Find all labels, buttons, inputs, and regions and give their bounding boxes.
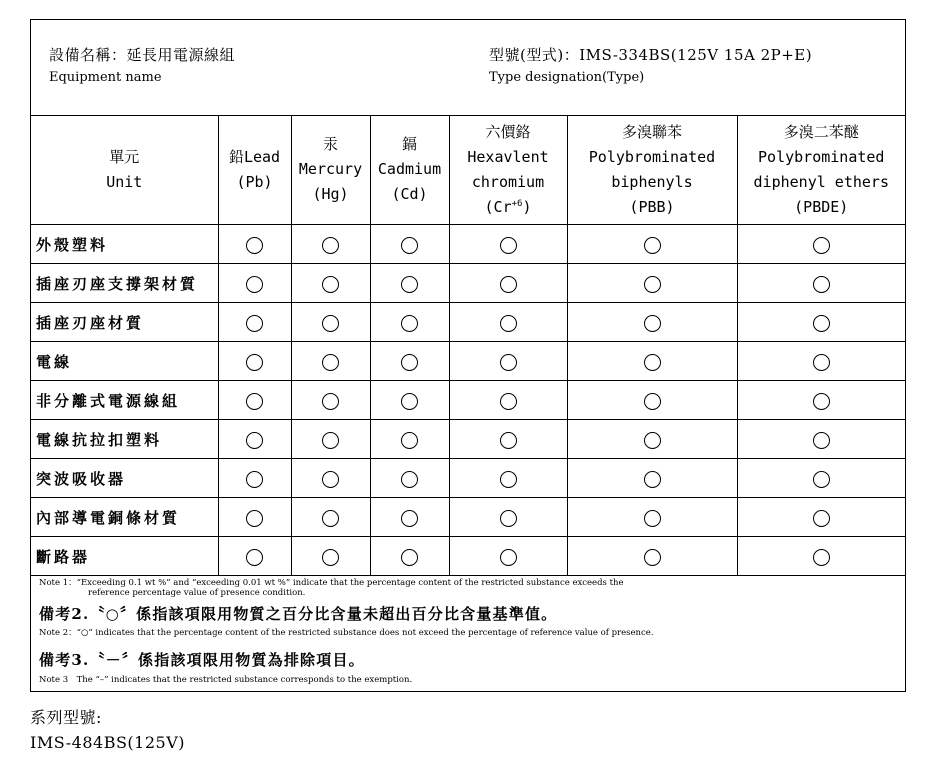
circle-mark-icon	[500, 315, 517, 332]
circle-mark-icon	[246, 237, 263, 254]
substance-mark-cell	[291, 342, 370, 381]
circle-mark-icon	[644, 354, 661, 371]
circle-mark-icon	[246, 510, 263, 527]
substance-mark-cell	[218, 381, 291, 420]
substance-mark-cell	[291, 264, 370, 303]
substance-header-2	[370, 115, 449, 225]
substance-mark-cell	[370, 459, 449, 498]
part-name: 內部導電銅條材質	[31, 498, 218, 537]
substance-header-line: 六價鉻	[485, 122, 531, 141]
substance-header-line: Polybrominated	[758, 147, 885, 166]
table-row	[31, 303, 905, 342]
substance-mark-cell	[567, 420, 737, 459]
remark-3-zh: 備考3.〝－〞係指該項限用物質為排除項目。	[39, 651, 365, 669]
circle-mark-icon	[401, 237, 418, 254]
table-row	[31, 225, 905, 264]
remark-2-zh: 備考2.〝○〞係指該項限用物質之百分比含量未超出百分比含量基準值。	[39, 605, 558, 623]
substance-header-line: chromium	[471, 172, 545, 191]
part-name: 斷路器	[31, 537, 218, 576]
substance-mark-cell	[291, 303, 370, 342]
restricted-substance-table	[31, 115, 905, 576]
circle-mark-icon	[500, 549, 517, 566]
circle-mark-icon	[644, 471, 661, 488]
substance-header-line: 鉛Lead	[228, 147, 281, 166]
circle-mark-icon	[322, 276, 339, 293]
substance-mark-cell	[737, 303, 905, 342]
note-1-line-1: Note 1：“Exceeding 0.1 wt %” and “exceeding 0.01 wt %” indicate that the percentage content of the restricted substance exceeds the	[39, 578, 624, 588]
circle-mark-icon	[246, 276, 263, 293]
table-row	[31, 498, 905, 537]
part-name: 突波吸收器	[31, 459, 218, 498]
unit-header	[31, 115, 218, 225]
substance-mark-cell	[449, 537, 567, 576]
substance-mark-cell	[567, 537, 737, 576]
type-designation-en: Type designation(Type)	[489, 70, 645, 85]
series-model-label: 系列型號:	[30, 708, 102, 727]
circle-mark-icon	[401, 510, 418, 527]
substance-header-line: (PBDE)	[794, 197, 849, 216]
substance-header-line: biphenyls	[611, 172, 693, 191]
circle-mark-icon	[401, 432, 418, 449]
table-row	[31, 342, 905, 381]
type-designation-zh: 型號(型式)：IMS-334BS(125V 15A 2P+E)	[489, 46, 813, 64]
circle-mark-icon	[322, 432, 339, 449]
substance-header-line: (Cd)	[391, 185, 428, 203]
substance-mark-cell	[370, 381, 449, 420]
substance-mark-cell	[291, 381, 370, 420]
part-name: 外殼塑料	[31, 225, 218, 264]
circle-mark-icon	[401, 354, 418, 371]
circle-mark-icon	[813, 549, 830, 566]
circle-mark-icon	[401, 549, 418, 566]
circle-mark-icon	[322, 471, 339, 488]
circle-mark-icon	[500, 510, 517, 527]
substance-mark-cell	[218, 498, 291, 537]
substance-mark-cell	[370, 342, 449, 381]
equipment-name-en: Equipment name	[49, 70, 162, 85]
substance-mark-cell	[218, 264, 291, 303]
substance-header-1	[291, 115, 370, 225]
substance-mark-cell	[737, 420, 905, 459]
rohs-declaration-frame	[30, 19, 906, 692]
substance-mark-cell	[218, 537, 291, 576]
circle-mark-icon	[322, 510, 339, 527]
circle-mark-icon	[246, 432, 263, 449]
table-row	[31, 381, 905, 420]
circle-mark-icon	[813, 354, 830, 371]
substance-mark-cell	[218, 420, 291, 459]
substance-mark-cell	[567, 459, 737, 498]
circle-mark-icon	[813, 315, 830, 332]
substance-header-line: (Hg)	[312, 185, 349, 203]
circle-mark-icon	[322, 237, 339, 254]
circle-mark-icon	[246, 393, 263, 410]
circle-mark-icon	[644, 276, 661, 293]
substance-header-line: 汞	[322, 135, 338, 153]
substance-mark-cell	[291, 225, 370, 264]
substance-mark-cell	[737, 498, 905, 537]
substance-mark-cell	[567, 342, 737, 381]
substance-mark-cell	[567, 381, 737, 420]
substance-header-line: (PBB)	[629, 197, 675, 216]
circle-mark-icon	[644, 432, 661, 449]
substance-header-line: diphenyl ethers	[753, 172, 889, 191]
circle-mark-icon	[322, 549, 339, 566]
part-name: 非分離式電源線組	[31, 381, 218, 420]
substance-header-line: Mercury	[298, 160, 363, 178]
substance-mark-cell	[567, 303, 737, 342]
substance-mark-cell	[370, 420, 449, 459]
substance-header-0	[218, 115, 291, 225]
unit-header-zh: 單元	[109, 147, 140, 166]
substance-mark-cell	[449, 225, 567, 264]
circle-mark-icon	[813, 510, 830, 527]
circle-mark-icon	[401, 315, 418, 332]
circle-mark-icon	[500, 432, 517, 449]
table-row	[31, 264, 905, 303]
circle-mark-icon	[644, 510, 661, 527]
substance-mark-cell	[449, 342, 567, 381]
substance-header-5	[737, 115, 905, 225]
equipment-name-zh: 設備名稱：延長用電源線組	[49, 46, 236, 64]
circle-mark-icon	[500, 393, 517, 410]
circle-mark-icon	[813, 276, 830, 293]
unit-header-en: Unit	[106, 172, 143, 191]
substance-mark-cell	[737, 225, 905, 264]
series-model-value: IMS-484BS(125V)	[30, 733, 185, 752]
circle-mark-icon	[813, 393, 830, 410]
declaration-header	[31, 20, 905, 116]
formula-superscript: +6	[511, 198, 523, 209]
note-1-line-2: reference percentage value of presence condition.	[88, 588, 306, 598]
substance-mark-cell	[567, 225, 737, 264]
part-name: 電線抗拉扣塑料	[31, 420, 218, 459]
substance-mark-cell	[291, 459, 370, 498]
part-name: 插座刃座材質	[31, 303, 218, 342]
circle-mark-icon	[644, 549, 661, 566]
substance-formula	[450, 195, 567, 220]
circle-mark-icon	[500, 276, 517, 293]
circle-mark-icon	[322, 354, 339, 371]
circle-mark-icon	[500, 471, 517, 488]
substance-header-line: 多溴聯苯	[621, 122, 682, 141]
circle-mark-icon	[813, 471, 830, 488]
substance-mark-cell	[567, 264, 737, 303]
substance-mark-cell	[737, 342, 905, 381]
substance-mark-cell	[449, 381, 567, 420]
circle-mark-icon	[246, 315, 263, 332]
substance-mark-cell	[370, 303, 449, 342]
circle-mark-icon	[246, 354, 263, 371]
substance-header-3	[449, 115, 567, 225]
table-row	[31, 459, 905, 498]
circle-mark-icon	[813, 237, 830, 254]
substance-mark-cell	[370, 498, 449, 537]
substance-header-line: Cadmium	[377, 160, 442, 178]
circle-mark-icon	[644, 393, 661, 410]
circle-mark-icon	[813, 432, 830, 449]
substance-mark-cell	[370, 225, 449, 264]
substance-mark-cell	[449, 420, 567, 459]
circle-mark-icon	[246, 471, 263, 488]
substance-header-line: (Pb)	[236, 172, 273, 191]
substance-mark-cell	[737, 537, 905, 576]
substance-mark-cell	[218, 303, 291, 342]
circle-mark-icon	[322, 393, 339, 410]
circle-mark-icon	[500, 237, 517, 254]
substance-mark-cell	[291, 420, 370, 459]
circle-mark-icon	[401, 471, 418, 488]
circle-mark-icon	[644, 237, 661, 254]
substance-mark-cell	[291, 537, 370, 576]
substance-mark-cell	[737, 264, 905, 303]
note-3-en: Note 3 The “–” indicates that the restricted substance corresponds to the exemption.	[39, 675, 413, 685]
table-row	[31, 420, 905, 459]
substance-mark-cell	[737, 459, 905, 498]
formula-close: )	[522, 197, 532, 216]
part-name: 插座刃座支撐架材質	[31, 264, 218, 303]
substance-mark-cell	[737, 381, 905, 420]
substance-header-line: 多溴二苯醚	[783, 122, 859, 141]
circle-mark-icon	[401, 393, 418, 410]
substance-mark-cell	[370, 264, 449, 303]
substance-mark-cell	[218, 225, 291, 264]
substance-mark-cell	[567, 498, 737, 537]
substance-mark-cell	[370, 537, 449, 576]
substance-mark-cell	[449, 498, 567, 537]
circle-mark-icon	[500, 354, 517, 371]
part-name: 電線	[31, 342, 218, 381]
substance-mark-cell	[218, 342, 291, 381]
note-2-en: Note 2：“○” indicates that the percentage content of the restricted substance does not exceed the percentage of reference value of presence.	[39, 628, 654, 638]
substance-mark-cell	[449, 264, 567, 303]
substance-mark-cell	[449, 303, 567, 342]
table-row	[31, 537, 905, 576]
substance-mark-cell	[218, 459, 291, 498]
formula-base: (Cr	[484, 197, 512, 216]
circle-mark-icon	[246, 549, 263, 566]
substance-mark-cell	[291, 498, 370, 537]
table-header-row	[31, 115, 905, 225]
circle-mark-icon	[401, 276, 418, 293]
substance-header-4	[567, 115, 737, 225]
substance-header-line: Hexavlent	[467, 147, 549, 166]
substance-header-line: Polybrominated	[588, 147, 716, 166]
circle-mark-icon	[322, 315, 339, 332]
substance-header-line: 鎘	[401, 135, 417, 153]
substance-mark-cell	[449, 459, 567, 498]
circle-mark-icon	[644, 315, 661, 332]
